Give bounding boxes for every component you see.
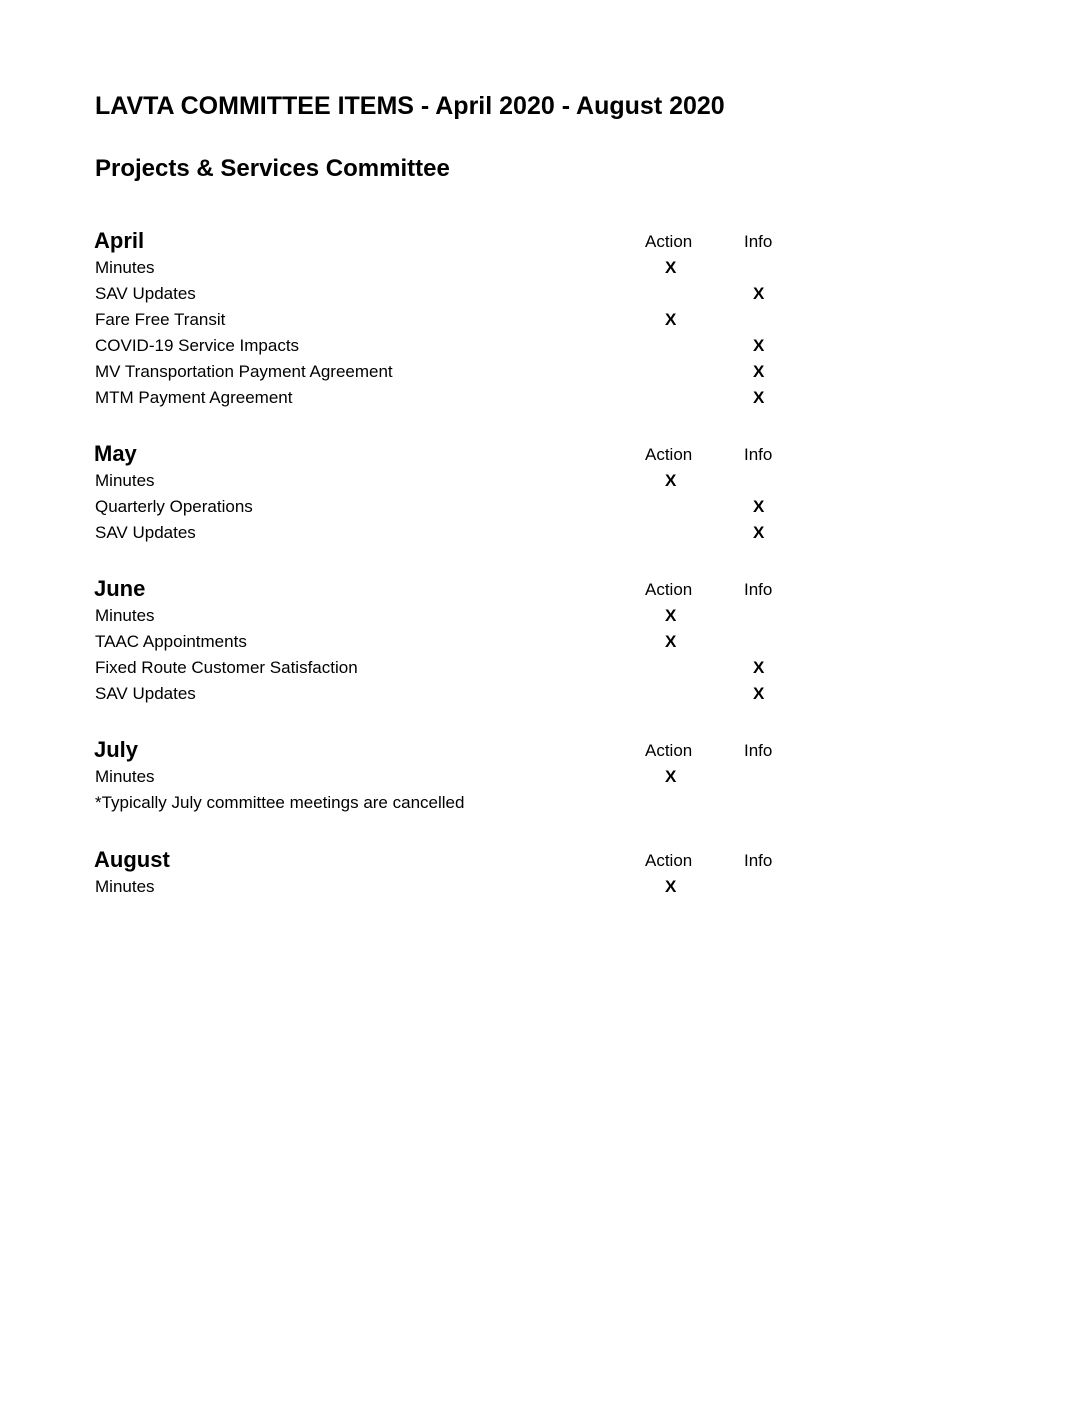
info-column-header: Info xyxy=(744,580,773,599)
item-label: MV Transportation Payment Agreement xyxy=(95,362,393,381)
month-heading: August xyxy=(94,847,170,872)
section-july xyxy=(94,737,814,817)
section-header xyxy=(94,576,814,604)
item-label: TAAC Appointments xyxy=(95,632,247,651)
list-item xyxy=(94,469,814,495)
info-mark: X xyxy=(753,684,765,703)
month-heading: April xyxy=(94,228,145,253)
month-heading: June xyxy=(94,576,146,601)
action-column-header: Action xyxy=(645,580,693,599)
item-label: Minutes xyxy=(95,877,155,896)
item-label: SAV Updates xyxy=(95,684,196,703)
info-mark: X xyxy=(753,658,765,677)
info-mark: X xyxy=(753,336,765,355)
item-label: MTM Payment Agreement xyxy=(95,388,293,407)
item-label: Minutes xyxy=(95,767,155,786)
action-mark: X xyxy=(665,632,677,651)
list-item xyxy=(94,682,814,708)
list-item xyxy=(94,282,814,308)
info-mark: X xyxy=(753,497,765,516)
item-label: Minutes xyxy=(95,471,155,490)
action-mark: X xyxy=(665,310,677,329)
list-item xyxy=(94,875,814,901)
info-column-header: Info xyxy=(744,232,773,251)
section-june xyxy=(94,576,814,708)
action-mark: X xyxy=(665,767,677,786)
info-column-header: Info xyxy=(744,851,773,870)
list-item xyxy=(94,360,814,386)
list-item xyxy=(94,604,814,630)
list-item xyxy=(94,334,814,360)
section-header xyxy=(94,737,814,765)
list-item xyxy=(94,656,814,682)
action-column-header: Action xyxy=(645,851,693,870)
section-august xyxy=(94,847,814,901)
document-title: LAVTA COMMITTEE ITEMS - April 2020 - August 2020 xyxy=(95,92,725,120)
month-heading: May xyxy=(94,441,137,466)
action-column-header: Action xyxy=(645,232,693,251)
item-label: SAV Updates xyxy=(95,523,196,542)
month-heading: July xyxy=(94,737,139,762)
action-mark: X xyxy=(665,258,677,277)
action-mark: X xyxy=(665,471,677,490)
info-mark: X xyxy=(753,523,765,542)
item-label: Fare Free Transit xyxy=(95,310,226,329)
list-item xyxy=(94,308,814,334)
item-label: Minutes xyxy=(95,606,155,625)
section-may xyxy=(94,441,814,547)
list-item xyxy=(94,256,814,282)
info-column-header: Info xyxy=(744,445,773,464)
item-label: SAV Updates xyxy=(95,284,196,303)
item-label: Minutes xyxy=(95,258,155,277)
section-header xyxy=(94,228,814,256)
info-mark: X xyxy=(753,362,765,381)
item-label: Fixed Route Customer Satisfaction xyxy=(95,658,358,677)
item-label: COVID-19 Service Impacts xyxy=(95,336,300,355)
section-header xyxy=(94,441,814,469)
action-column-header: Action xyxy=(645,741,693,760)
item-label: Quarterly Operations xyxy=(95,497,253,516)
action-mark: X xyxy=(665,877,677,896)
info-mark: X xyxy=(753,284,765,303)
section-header xyxy=(94,847,814,875)
section-april xyxy=(94,228,814,412)
section-note: *Typically July committee meetings are cancelled xyxy=(95,793,465,812)
list-item xyxy=(94,630,814,656)
info-column-header: Info xyxy=(744,741,773,760)
action-mark: X xyxy=(665,606,677,625)
list-item xyxy=(94,765,814,791)
list-item xyxy=(94,521,814,547)
list-item xyxy=(94,495,814,521)
list-item xyxy=(94,386,814,412)
committee-heading: Projects & Services Committee xyxy=(95,155,450,182)
info-mark: X xyxy=(753,388,765,407)
action-column-header: Action xyxy=(645,445,693,464)
